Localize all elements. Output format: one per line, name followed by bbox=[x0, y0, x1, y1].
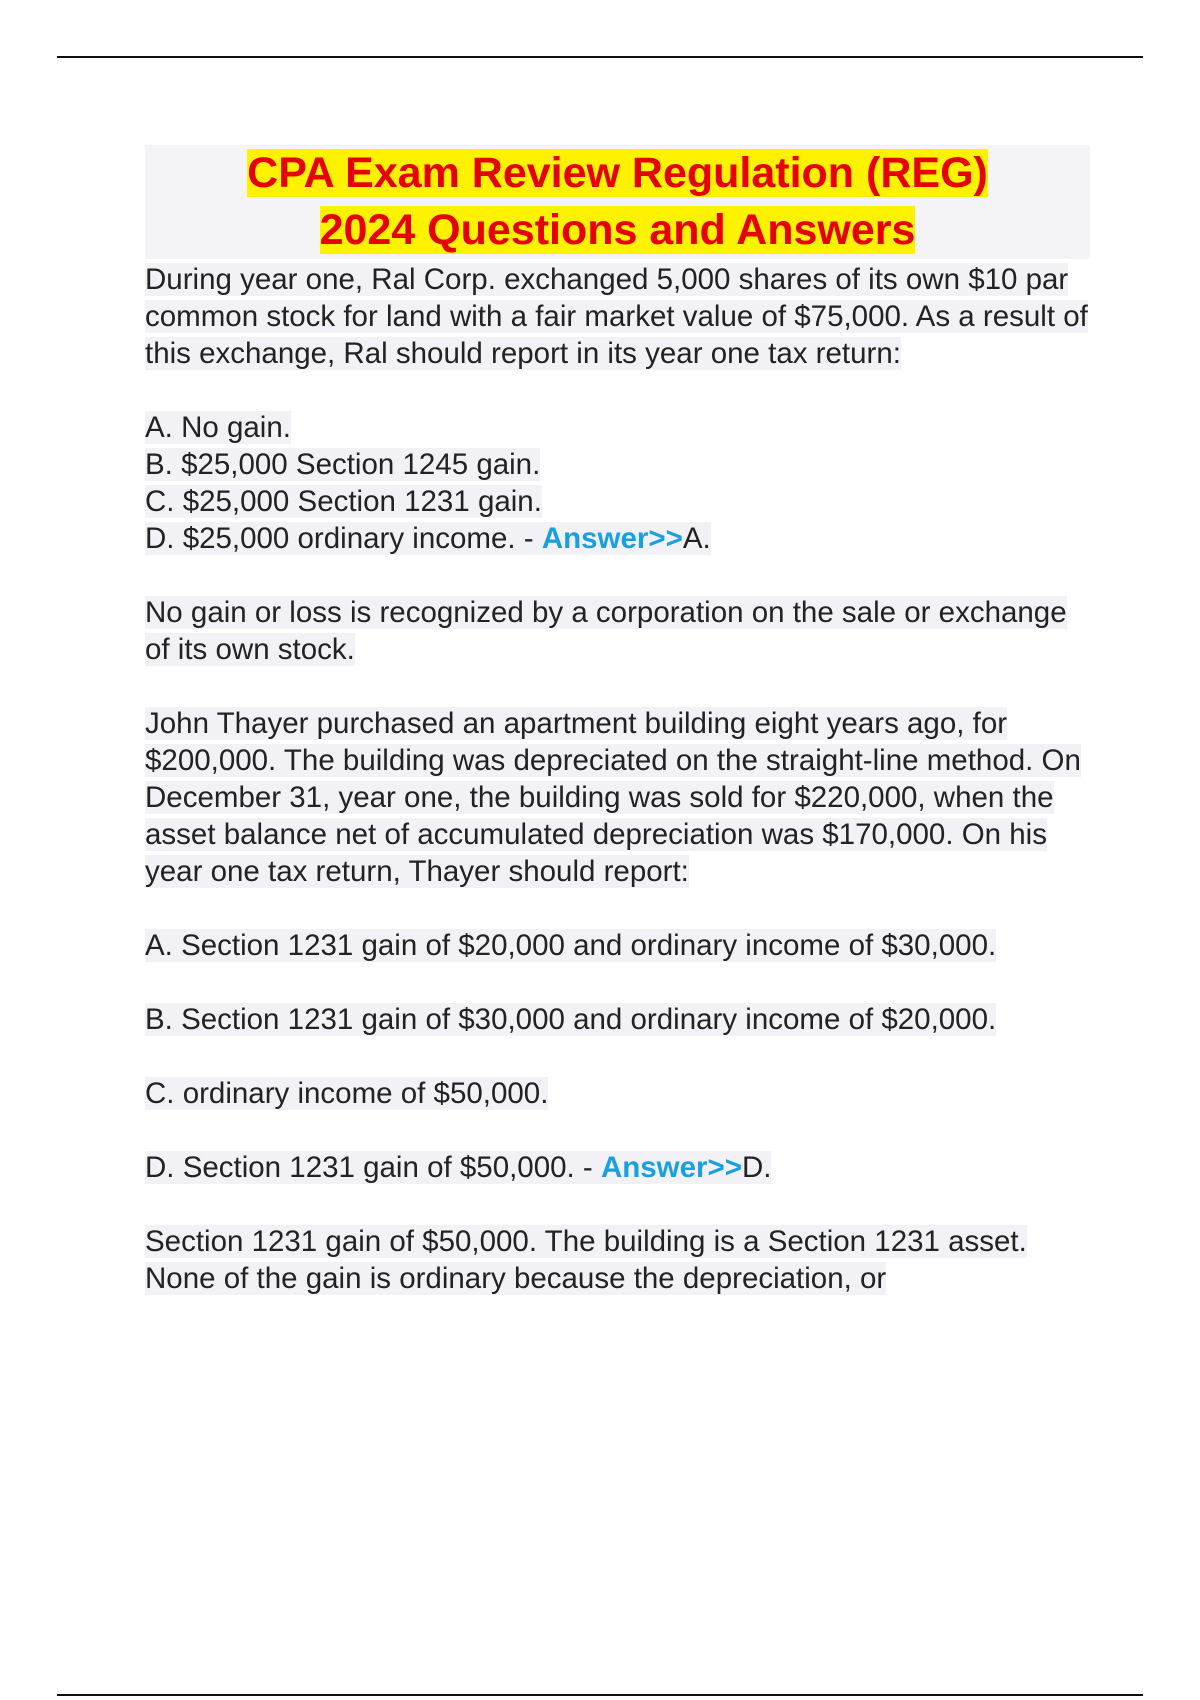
q2-answer-label: Answer>> bbox=[600, 1151, 742, 1184]
document-body bbox=[145, 145, 1090, 1297]
q1-option-a: A. No gain. bbox=[145, 411, 291, 444]
q1-option-c: C. $25,000 Section 1231 gain. bbox=[145, 485, 542, 518]
q1-option-d: D. $25,000 ordinary income. - Answer>>A. bbox=[145, 522, 711, 555]
q2-option-c: C. ordinary income of $50,000. bbox=[145, 1077, 549, 1110]
q2-option-b: B. Section 1231 gain of $30,000 and ordinary income of $20,000. bbox=[145, 1003, 997, 1036]
q1-option-b: B. $25,000 Section 1245 gain. bbox=[145, 448, 541, 481]
q1-question bbox=[145, 261, 1090, 372]
title-line-1: CPA Exam Review Regulation (REG) bbox=[247, 149, 988, 197]
q2-answer-value: D. bbox=[741, 1151, 772, 1184]
q2-option-d: D. Section 1231 gain of $50,000. - Answer>>D. bbox=[145, 1151, 772, 1184]
q1-answer-label: Answer>> bbox=[541, 522, 683, 555]
q2-question bbox=[145, 705, 1090, 890]
q2-question-text: John Thayer purchased an apartment building eight years ago, for $200,000. The building was depreciated on the straight-line method. On December 31, year one, the building was sold for $220,000, when the asset balance net of accumulated depreciation was $170,000. On his year one tax return, Thayer should report: bbox=[145, 707, 1081, 888]
document-title bbox=[145, 145, 1090, 259]
q1-explanation: No gain or loss is recognized by a corporation on the sale or exchange of its own stock. bbox=[145, 596, 1067, 666]
bottom-rule bbox=[57, 1694, 1143, 1696]
q1-answer-value: A. bbox=[682, 522, 711, 555]
title-line-2: 2024 Questions and Answers bbox=[319, 206, 916, 254]
q2-explanation: Section 1231 gain of $50,000. The building is a Section 1231 asset. None of the gain is ordinary because the depreciation, or bbox=[145, 1225, 1027, 1295]
top-rule bbox=[57, 56, 1143, 58]
q1-question-text: During year one, Ral Corp. exchanged 5,000 shares of its own $10 par common stock for land with a fair market value of $75,000. As a result of this exchange, Ral should report in its year one tax return: bbox=[145, 263, 1088, 370]
q2-option-a: A. Section 1231 gain of $20,000 and ordinary income of $30,000. bbox=[145, 929, 997, 962]
